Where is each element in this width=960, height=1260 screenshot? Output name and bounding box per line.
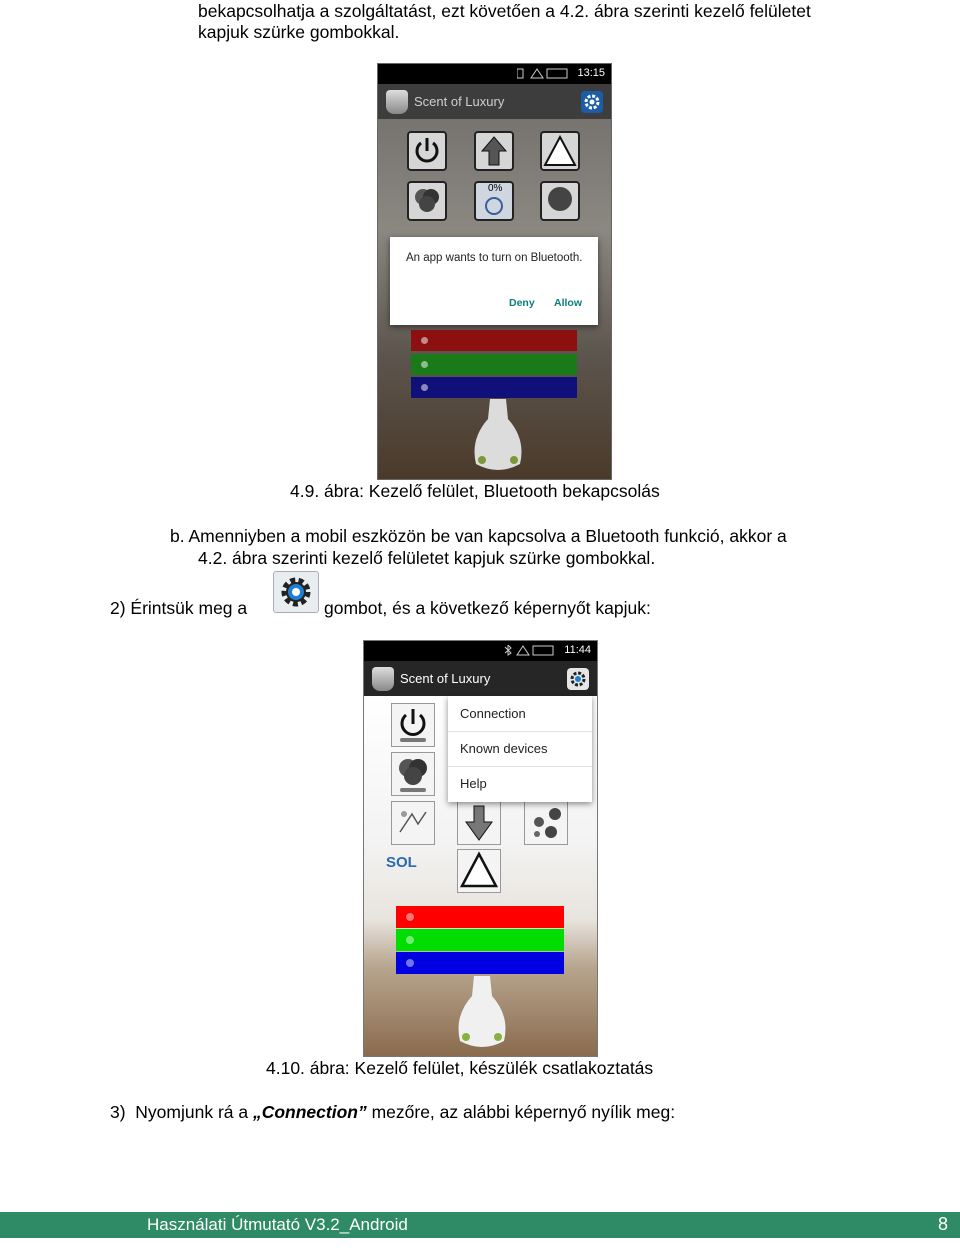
arrow-down-button[interactable] — [457, 801, 501, 845]
green-slider[interactable] — [411, 354, 577, 375]
red-slider[interactable] — [411, 330, 577, 351]
step-2-prefix: 2) Érintsük meg a — [110, 598, 248, 618]
footer-label: Használati Útmutató V3.2_Android — [147, 1215, 408, 1234]
figure-bluetooth-screenshot — [377, 63, 612, 480]
settings-gear-icon-2[interactable] — [567, 668, 589, 690]
round-button[interactable] — [540, 181, 580, 221]
figure-connection-screenshot — [363, 640, 598, 1057]
intro-line-2: kapjuk szürke gombokkal. — [198, 22, 400, 42]
diffuser-image — [468, 394, 528, 479]
diffuser-image-2 — [452, 971, 512, 1056]
menu-item-connection[interactable] — [448, 696, 592, 732]
power-button[interactable] — [407, 131, 447, 171]
figure-1-caption: 4.9. ábra: Kezelő felület, Bluetooth bekapcsolás — [290, 481, 660, 501]
step-3-emphasis: „Connection” — [252, 1102, 367, 1122]
arrow-up-button[interactable] — [474, 131, 514, 171]
color-mix-button-2[interactable] — [391, 752, 435, 796]
app-bar-2 — [364, 661, 597, 696]
para-b-line-1: b. Amenniyben a mobil eszközön be van kapcsolva a Bluetooth funkció, akkor a — [170, 526, 787, 546]
gear-icon — [273, 571, 319, 613]
status-time: 13:15 — [577, 67, 605, 79]
step-2-suffix: gombot, és a következő képernyőt kapjuk: — [324, 598, 651, 618]
app-title-2: Scent of Luxury — [400, 671, 491, 686]
dialog-message: An app wants to turn on Bluetooth. — [406, 252, 583, 264]
menu-item-help[interactable] — [448, 766, 592, 801]
status-time-2: 11:44 — [564, 644, 591, 656]
fan-speed-button[interactable] — [474, 181, 514, 221]
warning-button[interactable] — [540, 131, 580, 171]
figure-2-caption: 4.10. ábra: Kezelő felület, készülék csatlakoztatás — [266, 1058, 654, 1078]
settings-gear-icon[interactable] — [581, 91, 603, 113]
green-slider-2[interactable] — [396, 929, 564, 951]
page-number: 8 — [937, 1214, 948, 1234]
menu-item-help-label: Help — [460, 776, 487, 791]
app-title: Scent of Luxury — [414, 94, 505, 109]
status-icons — [517, 68, 569, 79]
power-button-2[interactable] — [391, 703, 435, 747]
red-slider-2[interactable] — [396, 906, 564, 928]
step-3 — [110, 1101, 675, 1123]
deny-button[interactable]: Deny — [509, 297, 535, 309]
sketch-button[interactable] — [391, 801, 435, 845]
step-3-suffix: mezőre, az alábbi képernyő nyílik meg: — [366, 1102, 676, 1122]
brand-logo: SOL — [386, 854, 417, 871]
settings-menu — [448, 696, 592, 802]
status-bar-2 — [364, 641, 597, 661]
page-footer — [0, 1212, 960, 1238]
menu-item-known-devices-label: Known devices — [460, 741, 548, 756]
para-b-line-2: 4.2. ábra szerinti kezelő felületet kapjuk szürke gombokkal. — [198, 548, 656, 568]
status-icons-2 — [503, 645, 555, 656]
menu-item-known-devices[interactable] — [448, 731, 592, 767]
menu-item-connection-label: Connection — [460, 706, 526, 721]
bubbles-button[interactable] — [524, 801, 568, 845]
color-mix-button[interactable] — [407, 181, 447, 221]
bluetooth-permission-dialog — [390, 237, 598, 325]
fan-percent-label: 0% — [488, 183, 503, 194]
allow-button[interactable]: Allow — [554, 297, 582, 309]
app-bar — [378, 84, 611, 119]
warning-button-2[interactable] — [457, 849, 501, 893]
intro-line-1: bekapcsolhatja a szolgáltatást, ezt követően a 4.2. ábra szerinti kezelő felületet — [198, 1, 811, 21]
app-logo-icon — [386, 90, 408, 114]
status-bar — [378, 64, 611, 84]
app-logo-icon-2 — [372, 667, 394, 691]
step-3-prefix: 3) Nyomjunk rá a — [110, 1102, 253, 1122]
